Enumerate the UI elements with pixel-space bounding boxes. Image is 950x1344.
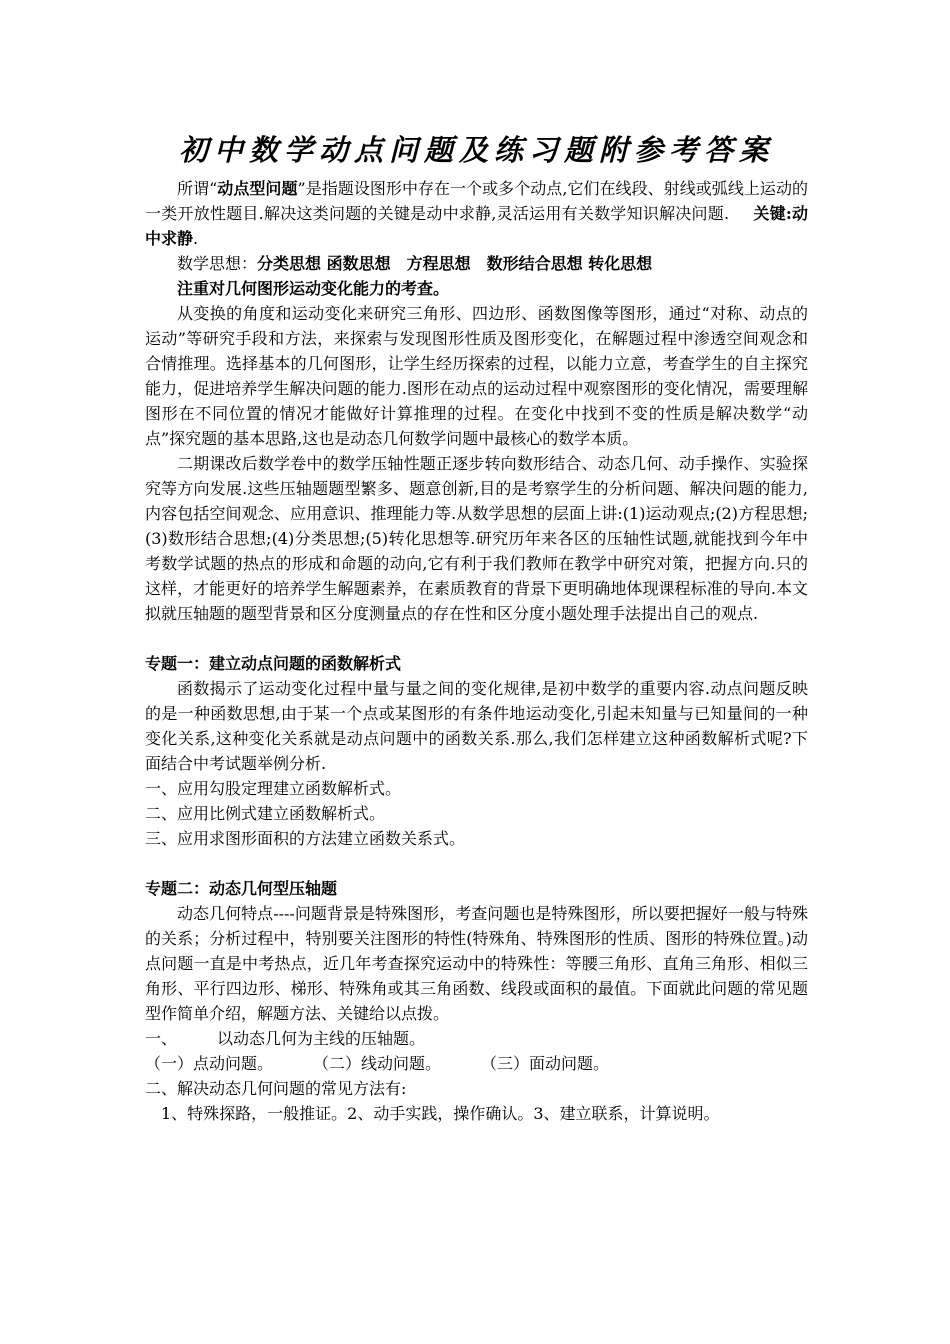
intro-paragraph-3: 二期课改后数学卷中的数学压轴性题正逐步转向数形结合、动态几何、动手操作、实验探究等方向发展.这些压轴题题型繁多、题意创新,目的是考察学生的分析问题、解决问题的能力,内容包括空间观念、应用意识、推理能力等.从数学思想的层面上讲:(1)运动观点;(2)方程思想;(3)数形结合思想;(4)分类思想;(5)转化思想等.研究历年来各区的压轴性试题,就能找到今年中考数学试题的热点的形成和命题的动向,它有利于我们教师在教学中研究对策，把握方向.只的这样，才能更好的培养学生解题素养，在素质教育的背景下更明确地体现课程标准的导向.本文拟就压轴题的题型背景和区分度测量点的存在性和区分度小题处理手法提出自己的观点. — [145, 454, 808, 623]
subitem-plane-motion: （三）面动问题。 — [481, 1054, 610, 1073]
thought-list: 分类思想 函数思想 方程思想 数形结合思想 转化思想 — [257, 254, 653, 273]
topic2-subitems — [145, 1051, 808, 1076]
document-content — [145, 128, 808, 1126]
intro-paragraph-1 — [145, 176, 808, 251]
subitem-point-motion: （一）点动问题。 — [145, 1054, 274, 1073]
intro-bold-term: 动点型问题 — [217, 179, 298, 198]
topic2-methods: 1、特殊探路，一般推证。2、动手实践，操作确认。3、建立联系，计算说明。 — [161, 1104, 720, 1123]
topic1-heading: 专题一：建立动点问题的函数解析式 — [145, 654, 402, 673]
key-end: . — [193, 229, 199, 248]
topic2-item-1-text: 以动态几何为主线的压轴题。 — [217, 1029, 426, 1048]
topic2-paragraph: 动态几何特点----问题背景是特殊图形，考查问题也是特殊图形，所以要把握好一般与特殊的关系；分析过程中，特别要关注图形的特性(特殊角、特殊图形的性质、图形的特殊位置。)动点问题一直是中考热点，近几年考查探究运动中的特殊性：等腰三角形、直角三角形、相似三角形、平行四边形、梯形、特殊角或其三角函数、线段或面积的最值。下面就此问题的常见题型作简单介绍，解题方法、关键给以点拨。 — [145, 904, 808, 1023]
intro-paragraph-2: 从变换的角度和运动变化来研究三角形、四边形、函数图像等图形，通过“对称、动点的运动”等研究手段和方法，来探索与发现图形性质及图形变化，在解题过程中渗透空间观念和合情推理。选择基本的几何图形，让学生经历探索的过程，以能力立意，考查学生的自主探究能力，促进培养学生解决问题的能力.图形在动点的运动过程中观察图形的变化情况，需要理解图形在不同位置的情况才能做好计算推理的过程。在变化中找到不变的性质是解决数学“动点”探究题的基本思路,这也是动态几何数学问题中最核心的数学本质。 — [145, 304, 808, 448]
topic2-item-1 — [145, 1026, 808, 1051]
topic2-heading: 专题二：动态几何型压轴题 — [145, 879, 338, 898]
spacer — [145, 626, 808, 651]
topic2-item-2: 二、解决动态几何问题的常见方法有: — [145, 1079, 407, 1098]
math-thoughts-line — [145, 251, 808, 276]
topic1-item-3: 三、应用求图形面积的方法建立函数关系式。 — [145, 829, 466, 848]
emphasis-line: 注重对几何图形运动变化能力的考查。 — [177, 279, 450, 298]
intro-text-b: ”是指题设图形中存在一个或多个动点,它们在线段、射线或弧线上运动的一类开放性题目.解决这类问题的关键是动中求静,灵活运用有关数学知识解决问题. — [145, 179, 808, 223]
topic1-paragraph: 函数揭示了运动变化过程中量与量之间的变化规律,是初中数学的重要内容.动点问题反映的是一种函数思想,由于某一个点或某图形的有条件地运动变化,引起未知量与已知量间的一种变化关系,这种变化关系就是动点问题中的函数关系.那么,我们怎样建立这种函数解析式呢?下面结合中考试题举例分析. — [145, 679, 808, 773]
key-label: 关键:动中求静 — [145, 204, 808, 248]
topic1-item-2: 二、应用比例式建立函数解析式。 — [145, 804, 386, 823]
spacer — [145, 851, 808, 876]
topic2-item-1-number: 一、 — [145, 1029, 178, 1048]
thought-label: 数学思想： — [177, 254, 258, 273]
intro-text-a: 所谓“ — [177, 179, 218, 198]
document-title: 初中数学动点问题及练习题附参考答案 — [178, 133, 774, 167]
subitem-line-motion: （二）线动问题。 — [313, 1054, 442, 1073]
topic1-item-1: 一、应用勾股定理建立函数解析式。 — [145, 779, 402, 798]
